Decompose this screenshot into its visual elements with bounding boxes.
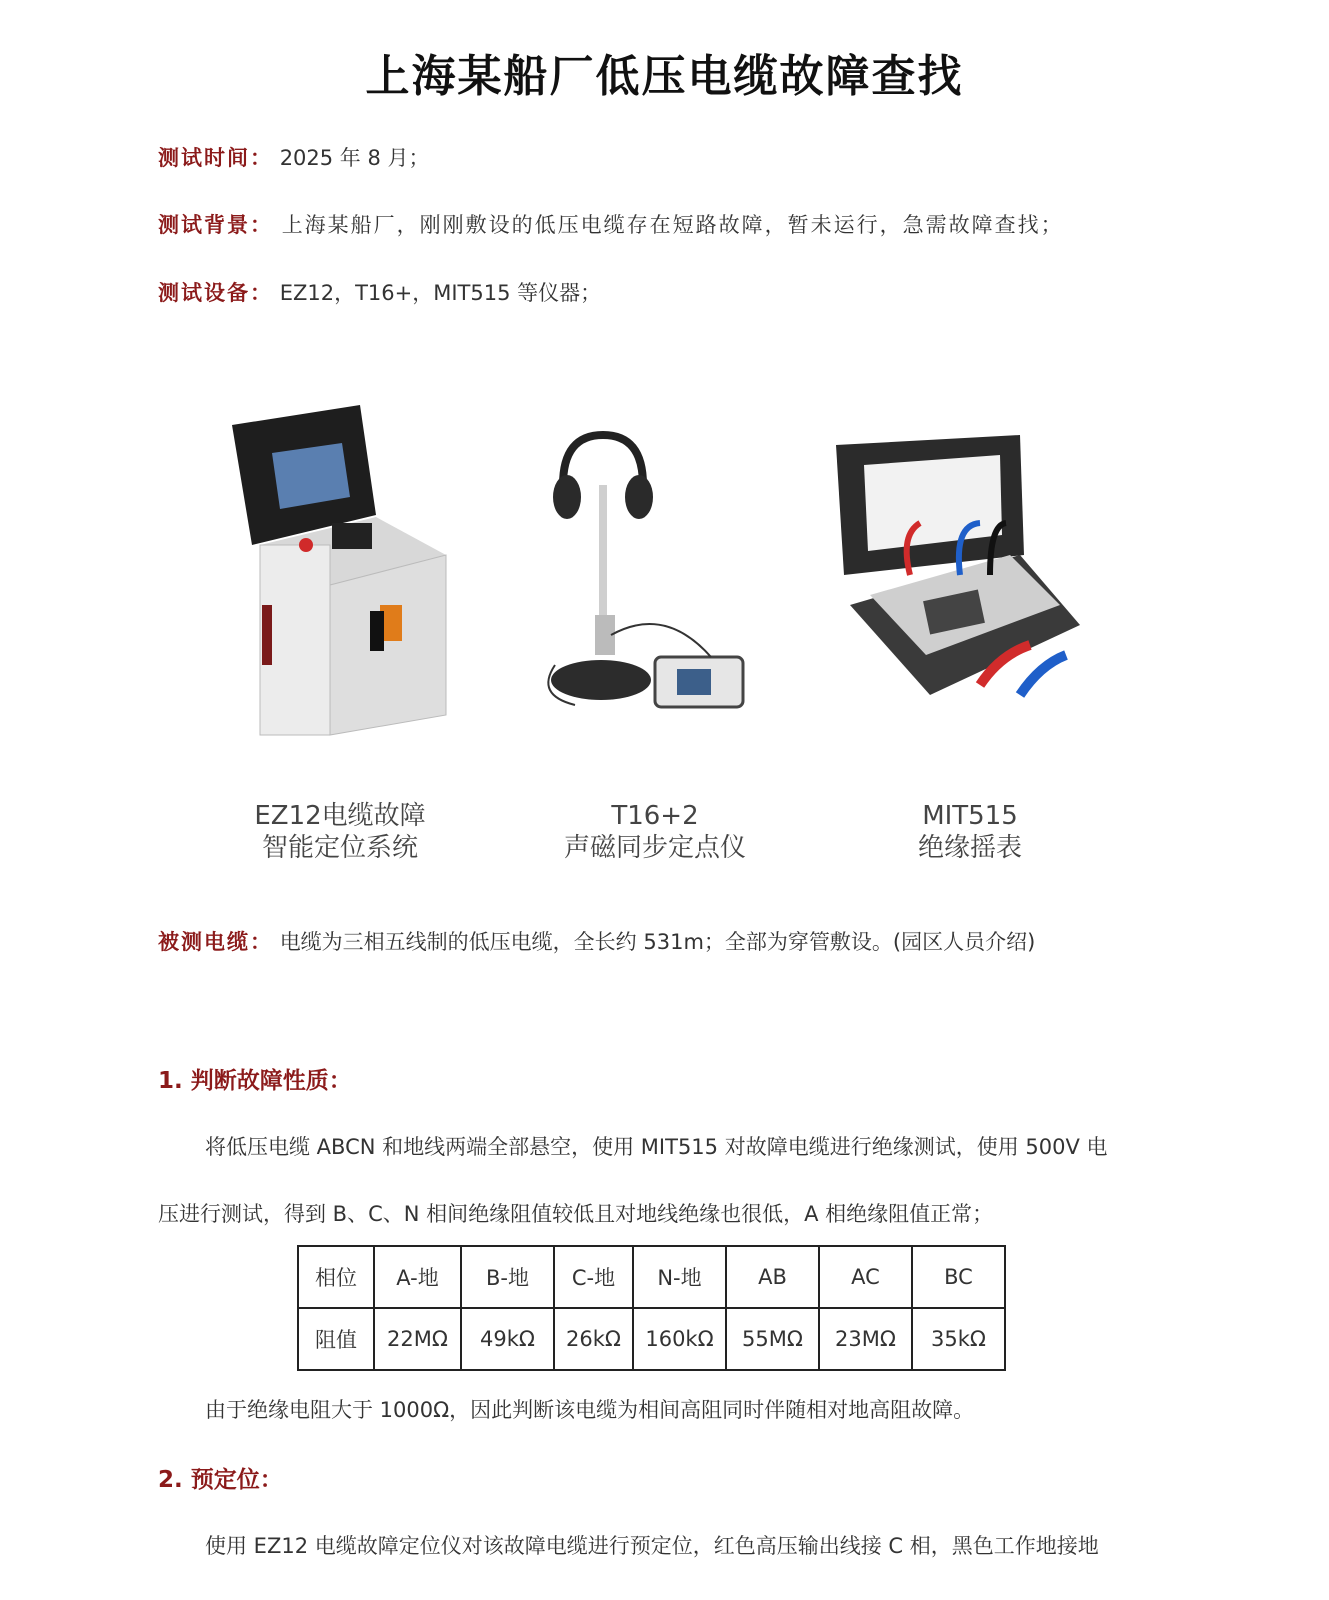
test-background-label: 测试背景： (158, 213, 273, 237)
equipment-mit515-name: MIT515 (922, 801, 1018, 831)
table-cell: 23MΩ (819, 1308, 912, 1370)
insulation-tester-icon (830, 405, 1110, 745)
table-cell: 阻值 (298, 1308, 374, 1370)
section2-para-line1: 使用 EZ12 电缆故障定位仪对该故障电缆进行预定位，红色高压输出线接 C 相，黑色工作地接地 (205, 1534, 1099, 1558)
test-background-value: 上海某船厂，刚刚敷设的低压电缆存在短路故障，暂未运行，急需故障查找； (281, 213, 1064, 237)
table-header-cell: C-地 (554, 1246, 633, 1308)
page-title: 上海某船厂低压电缆故障查找 (365, 51, 964, 102)
table-header-cell: A-地 (374, 1246, 461, 1308)
table-header-cell: AB (726, 1246, 819, 1308)
equipment-ez12-caption (180, 800, 500, 864)
section1-heading: 1. 判断故障性质： (158, 1068, 352, 1094)
acoustic-magnetic-pinpointer-icon (515, 405, 795, 745)
equipment-ez12-desc: 智能定位系统 (261, 833, 418, 863)
table-header-cell: AC (819, 1246, 912, 1308)
cable-line (158, 926, 1035, 956)
table-cell: 49kΩ (461, 1308, 554, 1370)
cable-value: 电缆为三相五线制的低压电缆，全长约 531m；全部为穿管敷设。(园区人员介绍) (279, 930, 1036, 954)
table-cell: 22MΩ (374, 1308, 461, 1370)
test-equipment-label: 测试设备： (158, 281, 273, 305)
section2-heading: 2. 预定位： (158, 1467, 283, 1493)
table-cell: 55MΩ (726, 1308, 819, 1370)
equipment-t16-name: T16+2 (611, 801, 699, 831)
table-cell: 35kΩ (912, 1308, 1005, 1370)
table-header-cell: 相位 (298, 1246, 374, 1308)
cable-fault-locator-icon (200, 405, 480, 745)
equipment-mit515-desc: 绝缘摇表 (917, 833, 1022, 863)
equipment-ez12 (200, 405, 480, 863)
table-row (298, 1308, 1005, 1370)
equipment-t16 (515, 405, 795, 863)
test-time-label: 测试时间： (158, 146, 273, 170)
test-background-line (158, 209, 1064, 239)
equipment-t16-caption (495, 800, 815, 864)
resistance-table (297, 1245, 1006, 1371)
section1-para-line2: 压进行测试，得到 B、C、N 相间绝缘阻值较低且对地线绝缘也很低，A 相绝缘阻值正常； (158, 1202, 994, 1226)
section1-para-line1: 将低压电缆 ABCN 和地线两端全部悬空，使用 MIT515 对故障电缆进行绝缘测试，使用 500V 电 (205, 1135, 1108, 1159)
equipment-mit515 (830, 405, 1110, 863)
equipment-mit515-caption (810, 800, 1130, 864)
cable-label: 被测电缆： (158, 930, 273, 954)
test-equipment-line (158, 277, 601, 307)
test-time-value: 2025 年 8 月； (279, 146, 430, 170)
table-cell: 26kΩ (554, 1308, 633, 1370)
table-cell: 160kΩ (633, 1308, 726, 1370)
table-row (298, 1246, 1005, 1308)
test-time-line (158, 142, 430, 172)
table-header-cell: BC (912, 1246, 1005, 1308)
table-header-cell: N-地 (633, 1246, 726, 1308)
test-equipment-value: EZ12，T16+，MIT515 等仪器； (279, 281, 602, 305)
equipment-ez12-name: EZ12电缆故障 (254, 801, 426, 831)
equipment-t16-desc: 声磁同步定点仪 (563, 833, 746, 863)
table-header-cell: B-地 (461, 1246, 554, 1308)
section1-conclusion: 由于绝缘电阻大于 1000Ω，因此判断该电缆为相间高阻同时伴随相对地高阻故障。 (205, 1398, 975, 1422)
